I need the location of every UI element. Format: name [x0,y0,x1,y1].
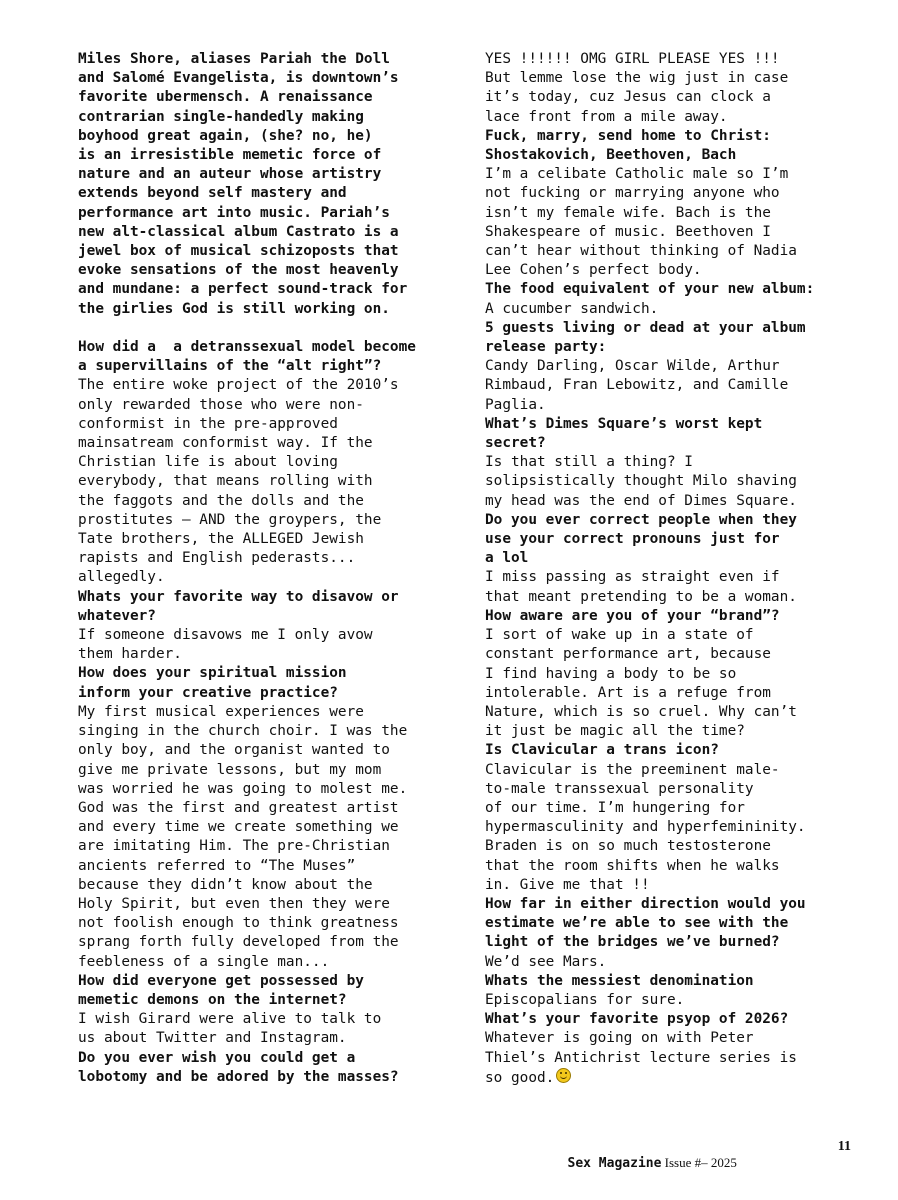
question-line: inform your creative practice? [78,684,338,701]
answer-line: sprang forth fully developed from the [78,934,399,951]
intro-line: is an irresistible memetic force of [78,147,382,164]
answer-line: I’m a celibate Catholic male so I’m [485,166,789,183]
answer-line: give me private lessons, but my mom [78,761,382,778]
answer-line: everybody, that means rolling with [78,473,373,490]
intro-paragraph [78,50,450,319]
intro-line: boyhood great again, (she? no, he) [78,127,373,144]
right-column [485,50,865,1088]
answer-line: I find having a body to be so [485,665,737,682]
intro-line: contrarian single-handedly making [78,108,364,125]
answer-line: because they didn’t know about the [78,876,373,893]
intro-line: performance art into music. Pariah’s [78,204,390,221]
qa-block [485,415,865,511]
answer-line: to-male transsexual personality [485,780,754,797]
question-line: What’s your favorite psyop of 2026? [485,1011,789,1028]
answer-line: Clavicular is the preeminent male- [485,761,780,778]
answer-line: My first musical experiences were [78,703,364,720]
answer-line: feebleness of a single man... [78,953,330,970]
answer-line: God was the first and greatest artist [78,799,399,816]
answer-line: them harder. [78,646,182,663]
answer-line: hypermasculinity and hyperfemininity. [485,819,806,836]
qa-block [485,280,865,318]
answer-line: intolerable. Art is a refuge from [485,684,771,701]
answer-line: I wish Girard were alive to talk to [78,1011,382,1028]
question-line: memetic demons on the internet? [78,991,347,1008]
answer-line: in. Give me that !! [485,876,650,893]
intro-line: jewel box of musical schizoposts that [78,243,399,260]
answer-line: can’t hear without thinking of Nadia [485,243,797,260]
qa-block [485,319,865,415]
question-line: How did a a detranssexual model become [78,339,416,356]
answer-line: not foolish enough to think greatness [78,915,399,932]
question-line: How did everyone get possessed by [78,972,364,989]
answer-line: rapists and English pederasts... [78,550,356,567]
answer-line: solipsistically thought Milo shaving [485,473,797,490]
answer-line: Holy Spirit, but even then they were [78,895,390,912]
intro-line: the girlies God is still working on. [78,300,390,317]
answer-line: Nature, which is so cruel. Why can’t [485,703,797,720]
answer-line: Episcopalians for sure. [485,991,685,1008]
question-line: Shostakovich, Beethoven, Bach [485,147,737,164]
qa-block [78,338,450,588]
qa-block [78,588,450,665]
qa-block [485,1010,865,1088]
question-line: a supervillains of the “alt right”? [78,358,382,375]
answer-line: Braden is on so much testosterone [485,838,771,855]
answer-line: Tate brothers, the ALLEGED Jewish [78,531,364,548]
answer-line: not fucking or marrying anyone who [485,185,780,202]
answer-line: The entire woke project of the 2010’s [78,377,399,394]
intro-line: evoke sensations of the most heavenly [78,262,399,279]
intro-line: and mundane: a perfect sound-track for [78,281,408,298]
answer-line: Whatever is going on with Peter [485,1030,754,1047]
answer-line: I sort of wake up in a state of [485,627,754,644]
question-line: How aware are you of your “brand”? [485,607,780,624]
answer-line: mainsatream conformist way. If the [78,435,373,452]
question-line: The food equivalent of your new album: [485,281,815,298]
question-line: whatever? [78,607,156,624]
intro-line: new alt-classical album Castrato is a [78,223,399,240]
answer-line: so good. [485,1068,865,1088]
question-line: estimate we’re able to see with the [485,915,789,932]
question-line: Do you ever correct people when they [485,511,797,528]
magazine-name: Sex Magazine [567,1156,662,1171]
qa-block [78,664,450,971]
smiley-face-icon [556,1068,571,1083]
answer-line: only boy, and the organist wanted to [78,742,390,759]
answer-line: the faggots and the dolls and the [78,492,364,509]
answer-line: constant performance art, because [485,646,771,663]
paragraph-spacer [78,319,450,338]
question-line: Whats your favorite way to disavow or [78,588,399,605]
answer-line: are imitating Him. The pre-Christian [78,838,390,855]
page-number: 11 [837,1139,851,1154]
question-line: How does your spiritual mission [78,665,347,682]
question-line: light of the bridges we’ve burned? [485,934,780,951]
question-line: Whats the messiest denomination [485,972,754,989]
question-line: secret? [485,435,546,452]
answer-line: If someone disavows me I only avow [78,627,373,644]
qa-block [485,741,865,895]
qa-block [78,1049,450,1087]
page-footer [561,1139,851,1188]
answer-line: Christian life is about loving [78,454,338,471]
qa-block [78,972,450,1049]
answer-line: and every time we create something we [78,819,399,836]
question-line: What’s Dimes Square’s worst kept [485,415,763,432]
answer-line: isn’t my female wife. Bach is the [485,204,771,221]
answer-line: prostitutes – AND the groypers, the [78,511,382,528]
answer-line: Candy Darling, Oscar Wilde, Arthur [485,358,780,375]
intro-line: nature and an auteur whose artistry [78,166,382,183]
question-line: a lol [485,550,529,567]
question-line: Do you ever wish you could get a [78,1049,356,1066]
qa-block [485,972,865,1010]
question-line: Fuck, marry, send home to Christ: [485,127,771,144]
answer-line: Paglia. [485,396,546,413]
left-column [78,50,450,1087]
answer-line: We’d see Mars. [485,953,607,970]
answer-line: us about Twitter and Instagram. [78,1030,347,1047]
answer-line: Thiel’s Antichrist lecture series is [485,1049,797,1066]
answer-line: ancients referred to “The Muses” [78,857,356,874]
continued-answer [485,50,865,127]
answer-line: Is that still a thing? I [485,454,693,471]
question-line: use your correct pronouns just for [485,531,780,548]
qa-block [485,607,865,741]
intro-line: and Salomé Evangelista, is downtown’s [78,70,399,87]
question-line: How far in either direction would you [485,895,806,912]
answer-line: my head was the end of Dimes Square. [485,492,797,509]
question-line: lobotomy and be adored by the masses? [78,1068,399,1085]
answer-line: singing in the church choir. I was the [78,723,408,740]
qa-block [485,127,865,281]
question-line: release party: [485,339,607,356]
intro-line: extends beyond self mastery and [78,185,347,202]
answer-line: conformist in the pre-approved [78,415,338,432]
question-line: Is Clavicular a trans icon? [485,742,719,759]
answer-line: that the room shifts when he walks [485,857,780,874]
intro-line: favorite ubermensch. A renaissance [78,89,373,106]
question-line: 5 guests living or dead at your album [485,319,806,336]
left-qa-list [78,338,450,1087]
right-qa-list [485,127,865,1088]
answer-line: only rewarded those who were non- [78,396,364,413]
answer-line: it’s today, cuz Jesus can clock a [485,89,771,106]
answer-line: Lee Cohen’s perfect body. [485,262,702,279]
answer-line: A cucumber sandwich. [485,300,659,317]
answer-line: Shakespeare of music. Beethoven I [485,223,771,240]
answer-line: it just be magic all the time? [485,723,745,740]
answer-line: lace front from a mile away. [485,108,728,125]
qa-block [485,511,865,607]
answer-line: I miss passing as straight even if [485,569,780,586]
answer-line: that meant pretending to be a woman. [485,588,797,605]
answer-line: YES !!!!!! OMG GIRL PLEASE YES !!! [485,51,780,67]
answer-line: But lemme lose the wig just in case [485,70,789,87]
intro-line: Miles Shore, aliases Pariah the Doll [78,51,390,67]
answer-line: Rimbaud, Fran Lebowitz, and Camille [485,377,789,394]
issue-label: Issue #– 2025 [664,1155,737,1170]
answer-line: allegedly. [78,569,165,586]
qa-block [485,895,865,972]
answer-line: was worried he was going to molest me. [78,780,408,797]
answer-line: of our time. I’m hungering for [485,799,745,816]
